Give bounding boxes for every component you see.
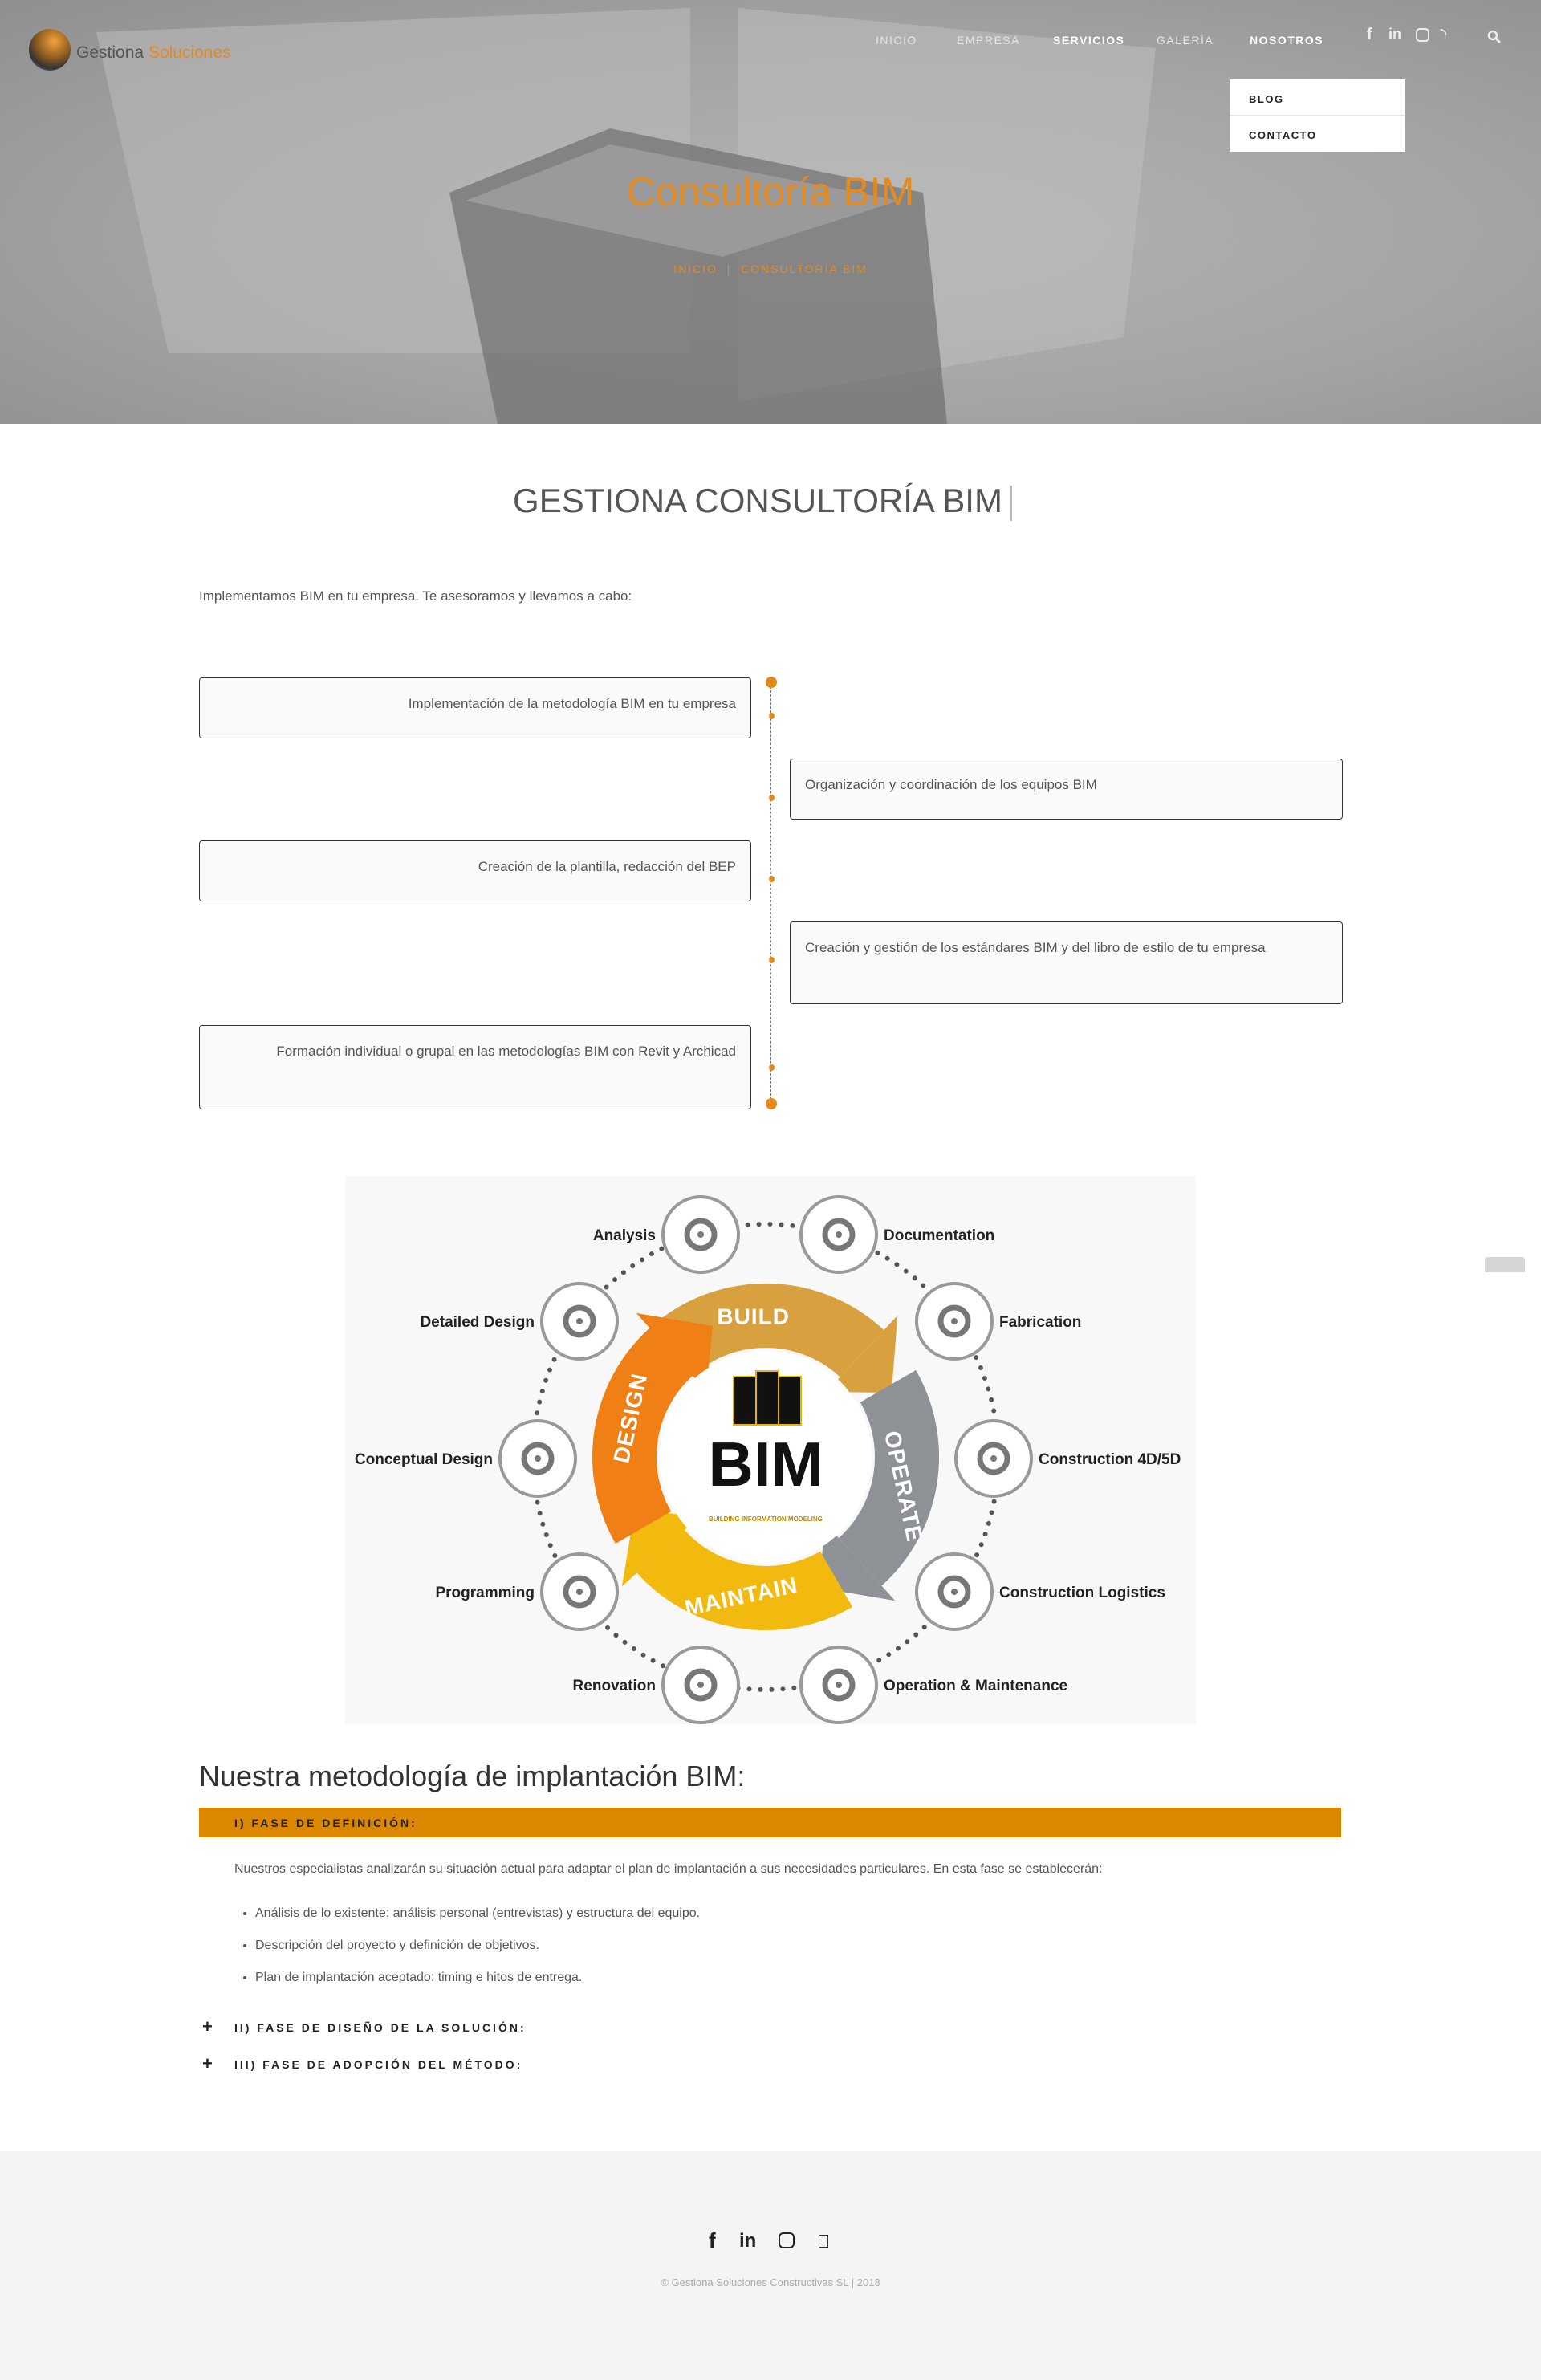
timeline-dot (769, 713, 775, 719)
bim-logo-subtitle: BUILDING INFORMATION MODELING (708, 1515, 823, 1523)
bim-logo-title: BIM (708, 1429, 823, 1499)
breadcrumb-current: CONSULTORÍA BIM (741, 262, 868, 275)
plus-icon[interactable]: + (202, 2053, 213, 2073)
step-label: Construction 4D/5D (1039, 1451, 1181, 1468)
methodology-title: Nuestra metodología de implantación BIM: (199, 1760, 746, 1792)
phase-label: DESIGN (608, 1370, 653, 1466)
bim-lifecycle-diagram (345, 1176, 1196, 1724)
timeline-item: Organización y coordinación de los equipos BIM (790, 759, 1343, 820)
accordion-bullets (255, 1898, 700, 1994)
timeline-item: Implementación de la metodología BIM en tu empresa (199, 677, 751, 738)
dropdown-item-blog[interactable]: BLOG (1249, 93, 1284, 105)
timeline-item: Creación de la plantilla, redacción del BEP (199, 840, 751, 901)
list-item: • Análisis de lo existente: análisis personal (entrevistas) y estructura del equipo. (255, 1898, 700, 1930)
timeline-dot (769, 1064, 775, 1071)
unknown-glyph-icon[interactable] (819, 2235, 828, 2248)
search-icon[interactable] (1487, 30, 1502, 44)
timeline-dot (769, 957, 775, 963)
logo-mark[interactable] (29, 29, 71, 71)
nav-galeria[interactable]: GALERÍA (1157, 34, 1214, 47)
lifecycle-step (355, 1421, 575, 1496)
page-title (0, 482, 1525, 521)
accordion-body-text: Nuestros especialistas analizarán su situación actual para adaptar el plan de implantación a sus necesidades particulares. En esta fase se establecerán: (234, 1862, 1103, 1876)
facebook-icon[interactable]: f (709, 2228, 716, 2252)
accordion-header-diseno[interactable]: II) FASE DE DISEÑO DE LA SOLUCIÓN: (234, 2021, 527, 2034)
side-tab-button[interactable] (1485, 1257, 1525, 1272)
hero-banner (0, 0, 1541, 424)
page-title-text: GESTIONA CONSULTORÍA BIM (513, 482, 1002, 519)
step-label: Documentation (884, 1227, 995, 1244)
logo-text[interactable]: Gestiona Soluciones (76, 43, 231, 62)
lifecycle-step (573, 1647, 738, 1723)
lifecycle-step (593, 1197, 738, 1272)
list-item: • Plan de implantación aceptado: timing e hitos de entrega. (255, 1962, 700, 1994)
lifecycle-step (435, 1554, 617, 1629)
footer (0, 2151, 1541, 2380)
accordion-header-adopcion[interactable]: III) FASE DE ADOPCIÓN DEL MÉTODO: (234, 2058, 523, 2071)
hero-title: Consultoría BIM (626, 169, 915, 214)
linkedin-icon[interactable]: in (1389, 26, 1401, 42)
nav-servicios[interactable]: SERVICIOS (1053, 34, 1125, 47)
timeline-item: Creación y gestión de los estándares BIM y del libro de estilo de tu empresa (790, 921, 1343, 1004)
lifecycle-step (917, 1554, 1165, 1629)
nav-nosotros[interactable]: NOSOTROS (1250, 34, 1324, 47)
lifecycle-step (420, 1284, 617, 1359)
dropdown-divider (1230, 115, 1405, 116)
timeline-dot (769, 795, 775, 801)
timeline-item: Formación individual o grupal en las metodologías BIM con Revit y Archicad (199, 1025, 751, 1109)
timeline-start-dot (766, 677, 777, 688)
lifecycle-step (917, 1284, 1081, 1359)
step-label: Fabrication (999, 1314, 1082, 1331)
phase-label: MAINTAIN (682, 1572, 800, 1621)
step-label: Operation & Maintenance (884, 1678, 1068, 1694)
phase-label: OPERATE (879, 1428, 928, 1544)
step-label: Construction Logistics (999, 1585, 1165, 1601)
lifecycle-step (801, 1647, 1067, 1723)
dropdown-item-contacto[interactable]: CONTACTO (1249, 129, 1317, 141)
step-label: Conceptual Design (354, 1451, 493, 1468)
linkedin-icon[interactable]: in (739, 2230, 757, 2252)
accordion-title: I) FASE DE DEFINICIÓN: (234, 1817, 417, 1829)
step-label: Detailed Design (420, 1314, 535, 1331)
breadcrumb: INICIO | CONSULTORÍA BIM (673, 262, 868, 275)
step-label: Analysis (592, 1227, 656, 1244)
lifecycle-step (956, 1421, 1181, 1496)
rss-icon[interactable]: ◝ (1441, 26, 1446, 42)
timeline-end-dot (766, 1098, 777, 1109)
timeline-line (770, 682, 771, 1104)
accordion-header-definicion[interactable] (199, 1808, 1341, 1837)
nosotros-dropdown (1230, 79, 1405, 152)
nav-inicio[interactable]: INICIO (876, 34, 917, 47)
plus-icon[interactable]: + (202, 2016, 213, 2036)
timeline-dot (769, 876, 775, 882)
copyright: © Gestiona Soluciones Constructivas SL | 2018 (661, 2276, 880, 2288)
facebook-icon[interactable]: f (1367, 26, 1372, 43)
instagram-icon[interactable] (1416, 28, 1429, 42)
nav-empresa[interactable]: EMPRESA (957, 34, 1020, 47)
list-item: • Descripción del proyecto y definición de objetivos. (255, 1930, 700, 1962)
intro-text: Implementamos BIM en tu empresa. Te asesoramos y llevamos a cabo: (199, 588, 632, 604)
phase-label: BUILD (717, 1304, 790, 1329)
step-label: Programming (435, 1585, 535, 1601)
breadcrumb-inicio[interactable]: INICIO (673, 262, 718, 275)
lifecycle-step (801, 1197, 994, 1272)
instagram-icon[interactable] (779, 2232, 795, 2248)
step-label: Renovation (572, 1678, 656, 1694)
title-cursor (1010, 486, 1012, 521)
